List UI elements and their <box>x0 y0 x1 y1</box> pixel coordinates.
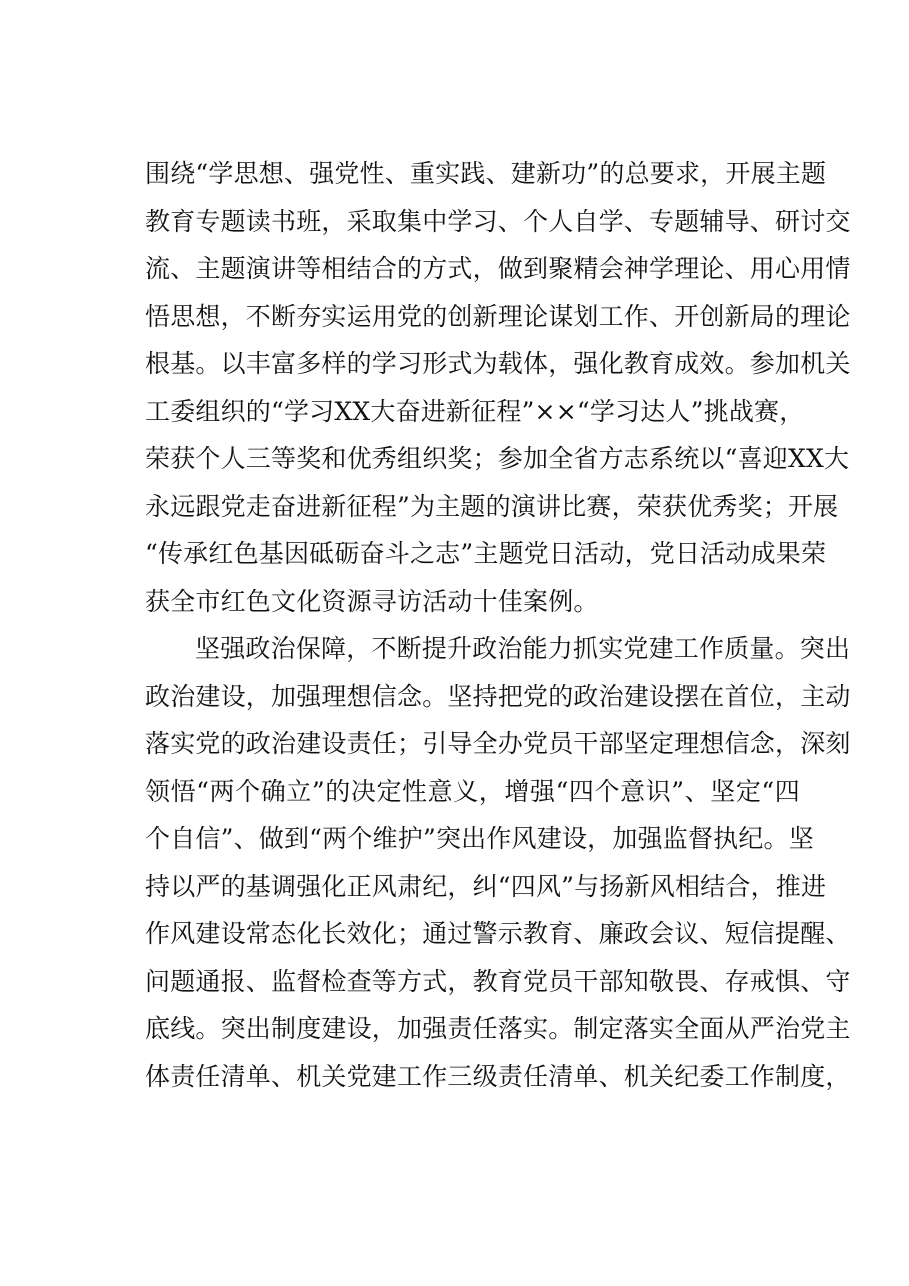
text-line: 个自信”、做到“两个维护”突出作风建设，加强监督执纪。坚 <box>145 824 814 853</box>
text-line: 领悟“两个确立”的决定性意义，增强“四个意识”、坚定“四 <box>145 776 800 806</box>
text-line: 作风建设常态化长效化；通过警示教育、廉政会议、短信提醒、 <box>145 919 851 948</box>
text-line: 落实党的政治建设责任；引导全办党员干部坚定理想信念，深刻 <box>145 729 851 758</box>
text-line-first: 坚强政治保障，不断提升政治能力抓实党建工作质量。突出 <box>195 634 851 663</box>
text-line-last: 获全市红色文化资源寻访活动十佳案例。 <box>145 586 599 616</box>
text-line: “传承红色基因砥砺奋斗之志”主题党日活动，党日活动成果荣 <box>145 539 827 568</box>
text-line: 荣获个人三等奖和优秀组织奖；参加全省方志系统以“喜迎XX大 <box>145 444 850 473</box>
text-line: 悟思想，不断夯实运用党的创新理论谋划工作、开创新局的理论 <box>145 301 851 331</box>
text-line: 持以严的基调强化正风肃纪，纠“四风”与扬新风相结合，推进 <box>145 871 827 901</box>
paragraph-1 <box>145 150 851 625</box>
text-line: 政治建设，加强理想信念。坚持把党的政治建设摆在首位，主动 <box>145 681 851 711</box>
paragraph-2 <box>145 625 851 1100</box>
text-line: 永远跟党走奋进新征程”为主题的演讲比赛，荣获优秀奖；开展 <box>145 491 839 521</box>
text-line: 教育专题读书班，采取集中学习、个人自学、专题辅导、研讨交 <box>145 206 851 236</box>
document-page <box>145 150 851 1100</box>
text-line: 底线。突出制度建设，加强责任落实。制定落实全面从严治党主 <box>145 1014 851 1043</box>
text-line: 问题通报、监督检查等方式，教育党员干部知敬畏、存戒惧、守 <box>145 966 851 996</box>
text-line: 流、主题演讲等相结合的方式，做到聚精会神学理论、用心用情 <box>145 254 851 283</box>
text-line: 围绕“学思想、强党性、重实践、建新功”的总要求，开展主题 <box>145 159 827 188</box>
text-line: 工委组织的“学习XX大奋进新征程”××“学习达人”挑战赛， <box>145 396 805 426</box>
text-line: 体责任清单、机关党建工作三级责任清单、机关纪委工作制度， <box>145 1061 851 1091</box>
text-line: 根基。以丰富多样的学习形式为载体，强化教育成效。参加机关 <box>145 349 851 378</box>
